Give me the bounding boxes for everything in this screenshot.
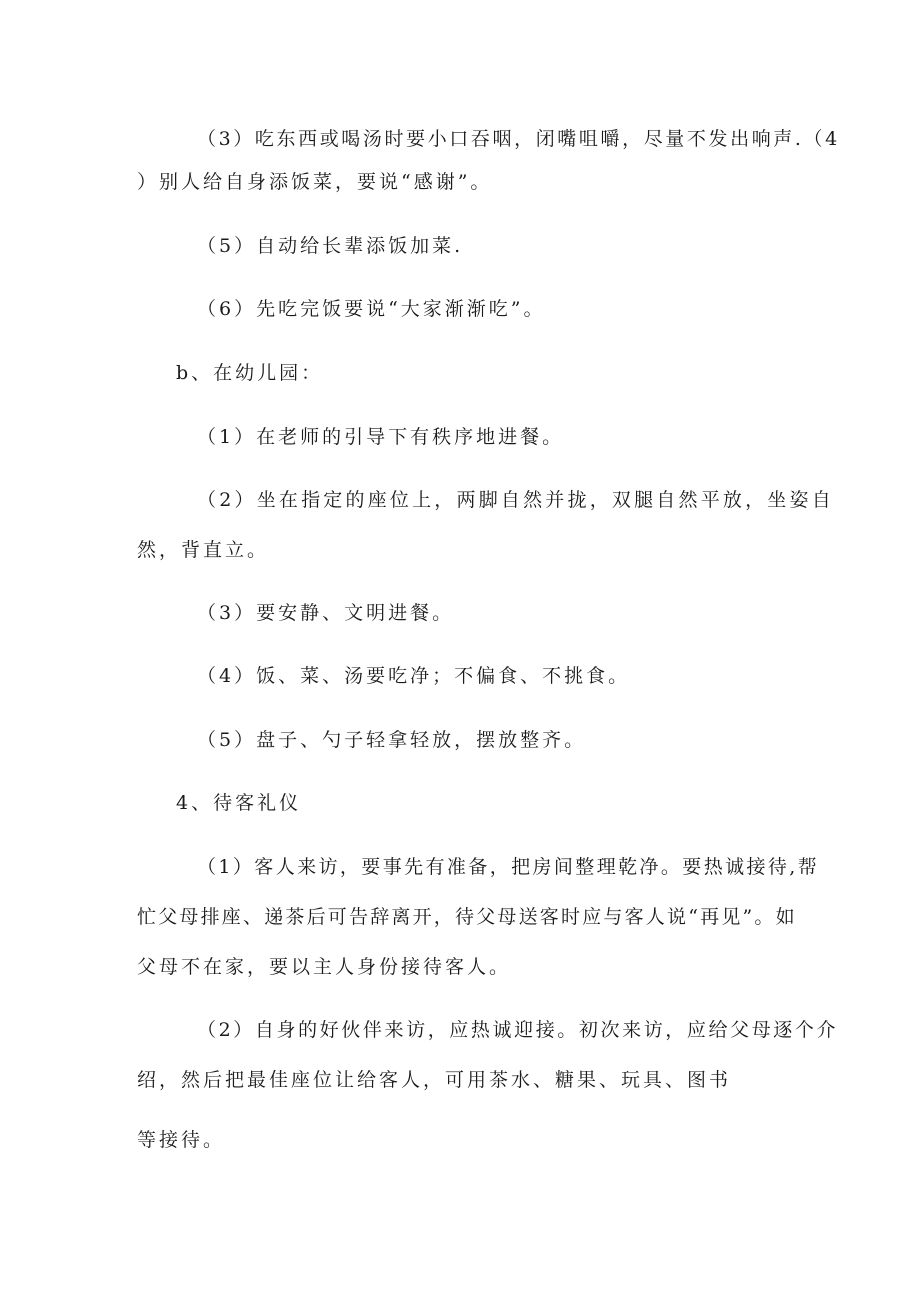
paragraph-line: （5）自动给长辈添饭加菜. — [197, 235, 464, 257]
paragraph-line: 等接待。 — [137, 1129, 226, 1151]
paragraph-line: 然，背直立。 — [137, 539, 270, 561]
paragraph-line: 绍，然后把最佳座位让给客人，可用茶水、糖果、玩具、图书 — [137, 1069, 732, 1091]
paragraph-line: （6）先吃完饭要说“大家渐渐吃”。 — [197, 298, 546, 320]
paragraph-line: ）别人给自身添饭菜，要说“感谢”。 — [137, 171, 493, 193]
section-heading: b、在幼儿园： — [176, 362, 324, 384]
paragraph-line: （3）吃东西或喝汤时要小口吞咽，闭嘴咀嚼，尽量不发出响声.（4 — [197, 128, 840, 150]
paragraph-line: （3）要安静、文明进餐。 — [197, 602, 455, 624]
paragraph-line: 父母不在家，要以主人身份接待客人。 — [137, 956, 512, 978]
section-heading: 4、待客礼仪 — [176, 792, 302, 814]
paragraph-line: （2）坐在指定的座位上，两脚自然并拢，双腿自然平放，坐姿自 — [197, 489, 834, 511]
paragraph-line: （1）客人来访，要事先有准备，把房间整理乾净。要热诚接待,帮 — [197, 856, 820, 878]
paragraph-line: （2）自身的好伙伴来访，应热诚迎接。初次来访，应给父母逐个介 — [197, 1019, 839, 1041]
paragraph-line: （1）在老师的引导下有秩序地进餐。 — [197, 426, 565, 448]
paragraph-line: （5）盘子、勺子轻拿轻放，摆放整齐。 — [197, 729, 587, 751]
paragraph-line: （4）饭、菜、汤要吃净；不偏食、不挑食。 — [197, 665, 631, 687]
paragraph-line: 忙父母排座、递茶后可告辞离开，待父母送客时应与客人说“再见”。如 — [137, 906, 797, 928]
